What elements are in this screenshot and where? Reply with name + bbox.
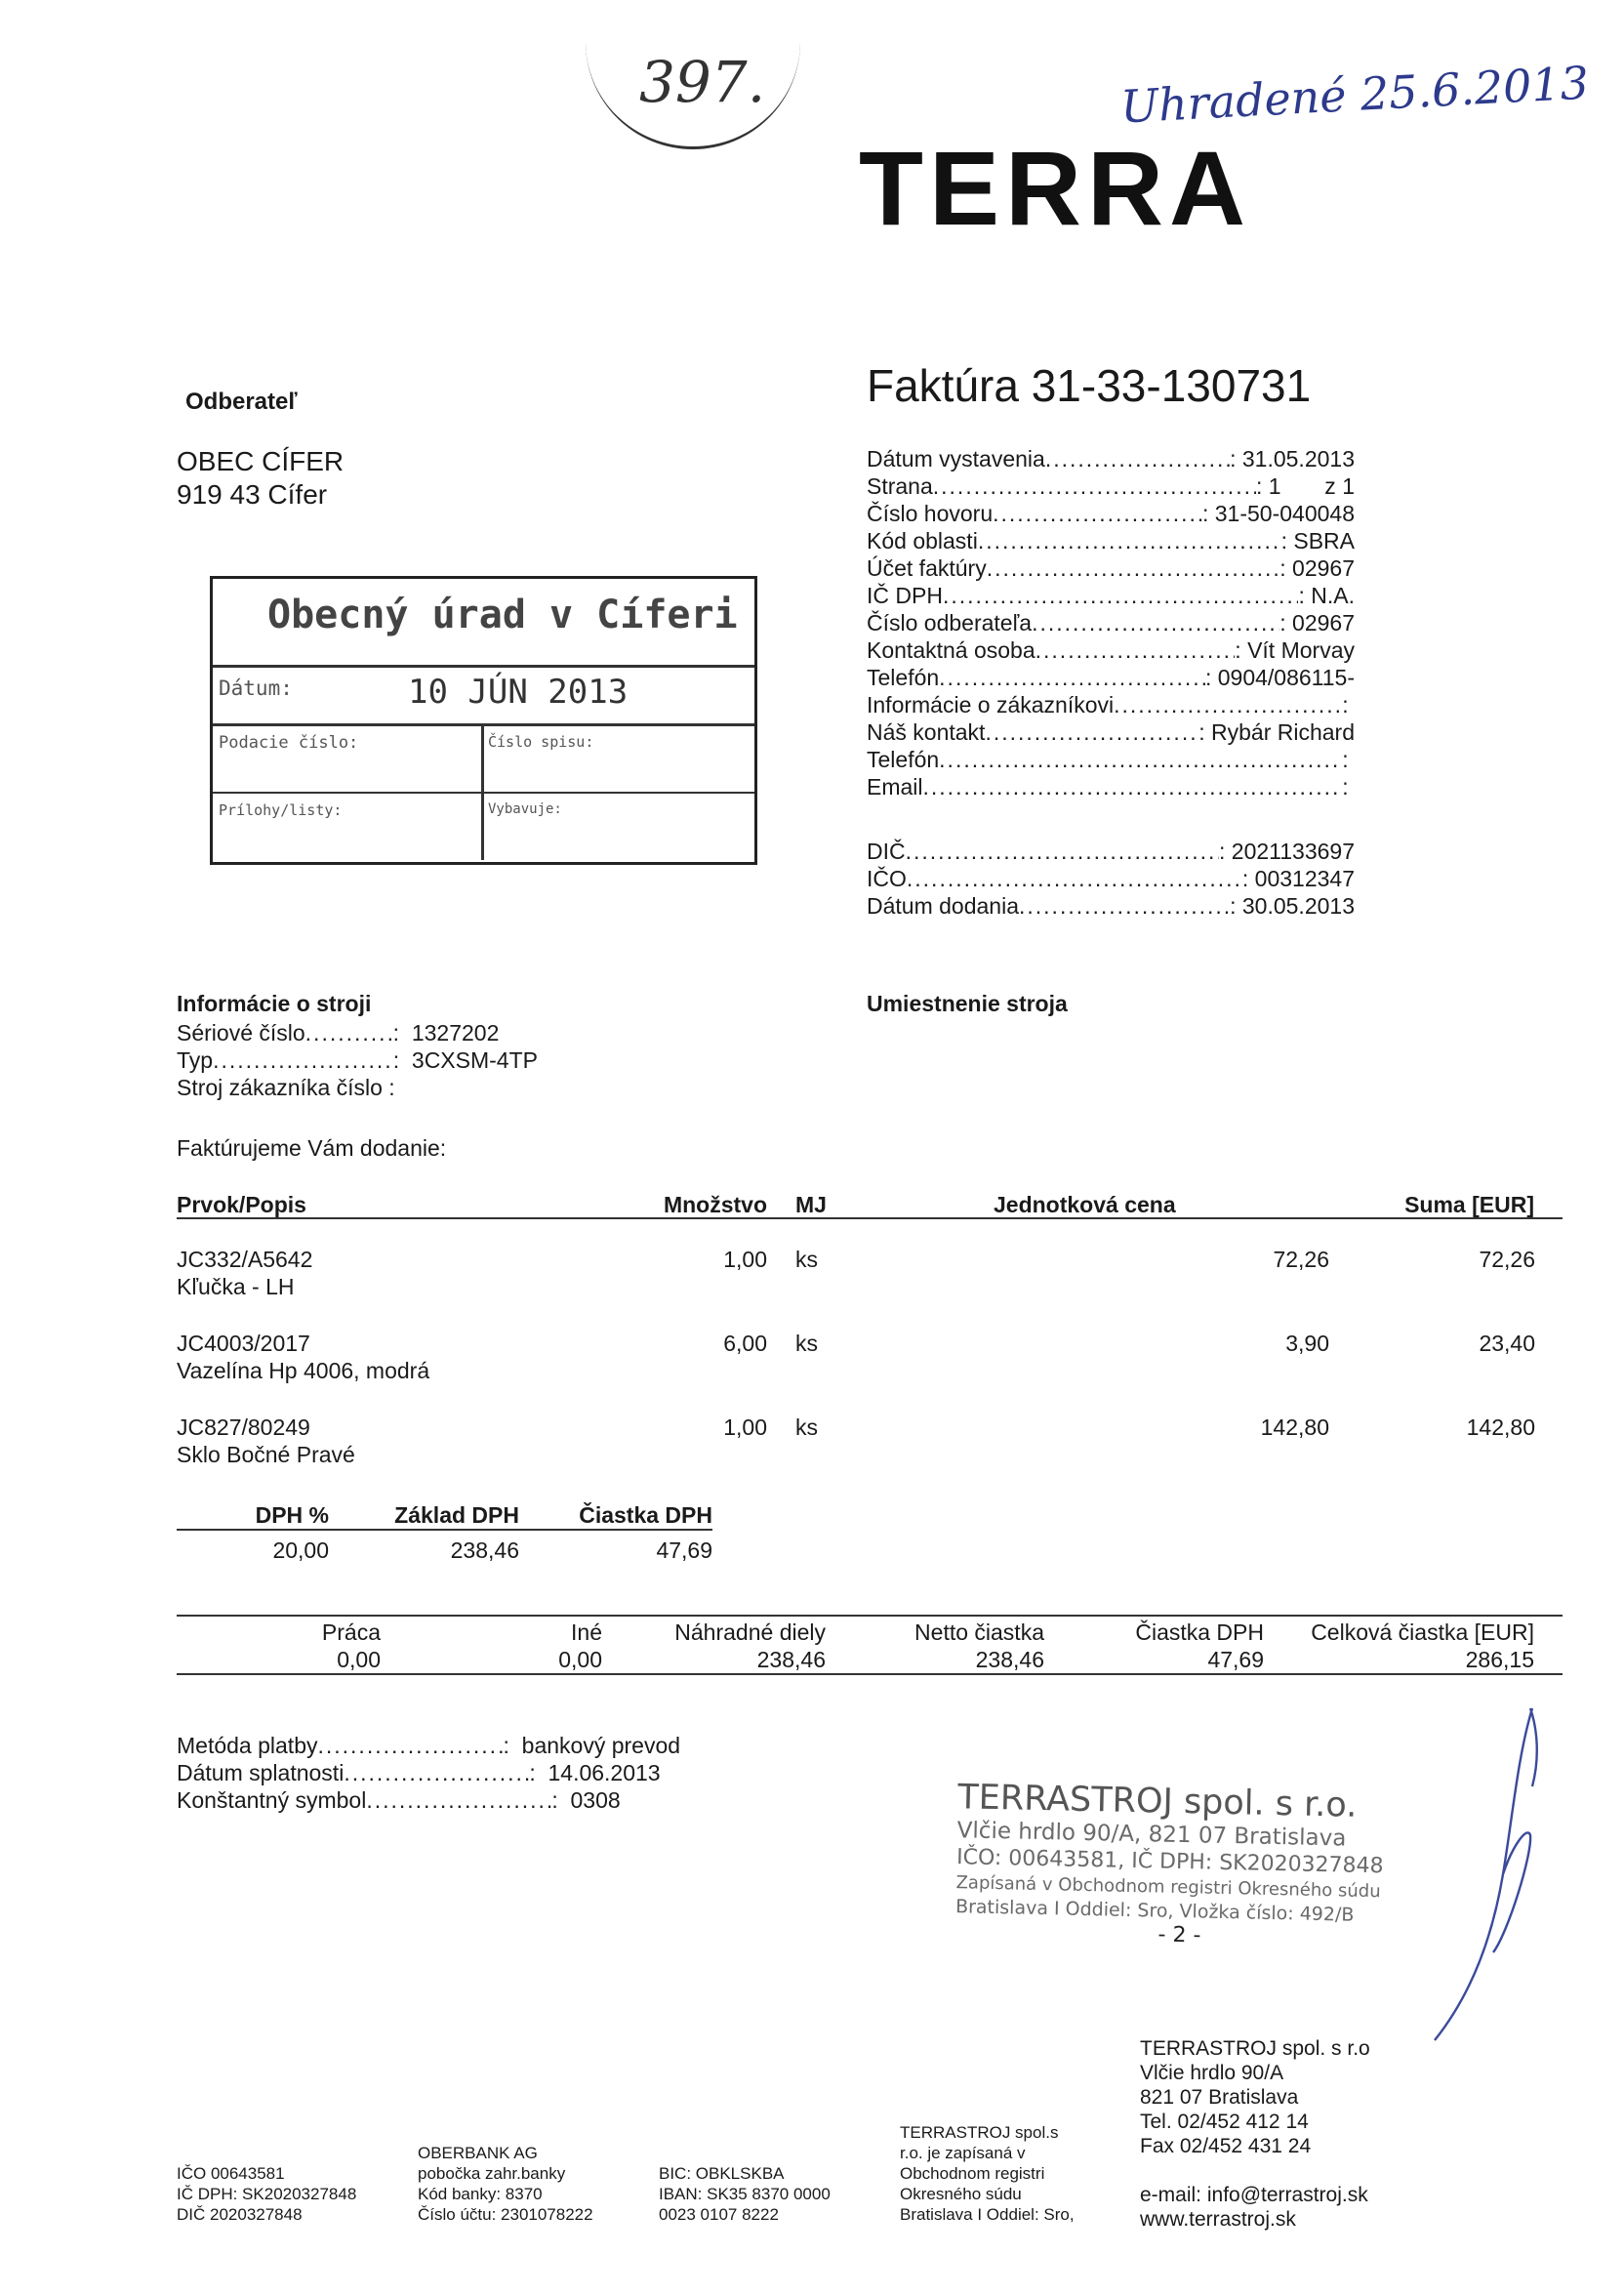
total-label-parts: Náhradné diely [674, 1620, 826, 1645]
field-delivery-date: Dátum dodania ..... : 30.05.2013 [867, 892, 1355, 920]
total-labour: 0,00 [337, 1647, 381, 1672]
table-row [177, 1414, 1563, 1472]
total-parts: 238,46 [756, 1647, 826, 1672]
field-type: Typ ..... : 3CXSM-4TP [177, 1046, 538, 1074]
item-qty: 1,00 [723, 1247, 767, 1272]
handwritten-paid-note: Uhradené 25.6.2013 [1118, 56, 1591, 134]
field-vat-id: IČ DPH ..... : N.A. [867, 582, 1355, 609]
invoice-title: Faktúra 31-33-130731 [867, 360, 1312, 411]
contact-email: e-mail: info@terrastroj.sk [1140, 2184, 1368, 2206]
customer-heading: Odberateľ [185, 389, 298, 415]
invoice-fields [867, 445, 1355, 800]
handwritten-number: 397. [639, 49, 766, 115]
item-desc: Vazelína Hp 4006, modrá [177, 1358, 430, 1383]
field-constant-symbol: Konštantný symbol ..... : 0308 [177, 1786, 713, 1814]
machine-heading: Informácie o stroji [177, 991, 372, 1016]
payment-fields [177, 1732, 713, 1814]
field-customer-number: Číslo odberateľa ..... : 02967 [867, 609, 1355, 636]
item-desc: Kľučka - LH [177, 1274, 295, 1299]
item-unit: ks [795, 1247, 818, 1272]
item-code: JC4003/2017 [177, 1331, 310, 1356]
company-stamp-registry: Zapísaná v Obchodnom registri Okresného súdu [955, 1872, 1381, 1903]
company-stamp [954, 1778, 1406, 1953]
field-our-contact: Náš kontakt ..... : Rybár Richard [867, 718, 1355, 746]
total-label-other: Iné [571, 1620, 602, 1645]
field-issue-date: Dátum vystavenia ..... : 31.05.2013 [867, 445, 1355, 472]
item-qty: 1,00 [723, 1414, 767, 1440]
item-price: 142,80 [1260, 1414, 1329, 1440]
total-label-grand: Celková čiastka [EUR] [1311, 1620, 1534, 1645]
vat-base: 238,46 [450, 1538, 519, 1563]
customer-address: 919 43 Cífer [177, 479, 328, 510]
totals-top-rule [177, 1615, 1563, 1617]
item-price: 3,90 [1285, 1331, 1329, 1356]
vat-header-amount: Čiastka DPH [579, 1502, 712, 1528]
company-stamp-section: Bratislava I Oddiel: Sro, Vložka číslo: 492/B [954, 1896, 1355, 1926]
vat-amount: 47,69 [656, 1538, 712, 1563]
item-code: JC332/A5642 [177, 1247, 313, 1272]
stamp-attachments-label: Prílohy/listy: [219, 801, 343, 819]
item-sum: 72,26 [1479, 1247, 1535, 1272]
col-header-unit: MJ [795, 1192, 827, 1217]
field-serial: Sériové číslo ..... : 1327202 [177, 1019, 538, 1046]
machine-location-heading: Umiestnenie stroja [867, 991, 1068, 1016]
company-stamp-page: - 2 - [1157, 1922, 1201, 1948]
col-header-qty: Množstvo [663, 1192, 767, 1217]
table-header-rule [177, 1217, 1563, 1219]
total-label-labour: Práca [321, 1620, 381, 1645]
office-received-stamp [210, 576, 757, 865]
item-unit: ks [795, 1414, 818, 1440]
stamp-filing-label: Podacie číslo: [219, 733, 359, 753]
stamp-title: Obecný úrad v Cíferi [267, 593, 738, 637]
signature [1415, 1699, 1571, 2050]
field-customer-machine: Stroj zákazníka číslo : [177, 1075, 402, 1100]
stamp-date-value: 10 JÚN 2013 [408, 673, 629, 712]
field-customer-info: Informácie o zákazníkovi ..... : [867, 691, 1355, 718]
field-ico: IČO ..... : 00312347 [867, 865, 1355, 892]
footer-bank: OBERBANK AG pobočka zahr.banky Kód banky: 8370 Číslo účtu: 2301078222 [418, 2144, 593, 2224]
terra-logo: TERRA [859, 129, 1251, 247]
total-grand: 286,15 [1465, 1647, 1534, 1672]
customer-name: OBEC CÍFER [177, 446, 345, 476]
company-stamp-name: TERRASTROJ spol. s r.o. [956, 1778, 1358, 1825]
stamp-date-label: Dátum: [219, 676, 293, 700]
stamp-file-label: Číslo spisu: [488, 733, 594, 751]
vat-rule [177, 1529, 712, 1531]
col-header-unit-price: Jednotková cena [994, 1192, 1176, 1217]
vat-rate: 20,00 [272, 1538, 329, 1563]
total-net: 238,46 [975, 1647, 1044, 1672]
field-phone: Telefón ..... : 0904/086115- [867, 664, 1355, 691]
table-row [177, 1330, 1563, 1388]
item-code: JC827/80249 [177, 1414, 310, 1440]
company-stamp-address: Vlčie hrdlo 90/A, 821 07 Bratislava [956, 1818, 1347, 1852]
field-page: Strana ..... : 1 z 1 [867, 472, 1355, 500]
field-call-number: Číslo hovoru ..... : 31-50-040048 [867, 500, 1355, 527]
field-our-phone: Telefón ..... : [867, 746, 1355, 773]
footer-contact: TERRASTROJ spol. s r.o Vlčie hrdlo 90/A 821 07 Bratislava Tel. 02/452 412 14 Fax 02/452 431 24 e-mail: info@terrastroj.sk www.terrastroj.sk [1140, 2037, 1370, 2231]
field-payment-method: Metóda platby ..... : bankový prevod [177, 1732, 713, 1759]
footer-ids: IČO 00643581 IČ DPH: SK2020327848 DIČ 2020327848 [177, 2164, 357, 2224]
item-sum: 142,80 [1466, 1414, 1535, 1440]
vat-header-base: Základ DPH [394, 1502, 519, 1528]
totals-bottom-rule [177, 1673, 1563, 1675]
item-unit: ks [795, 1331, 818, 1356]
field-contact-person: Kontaktná osoba ..... : Vít Morvay [867, 636, 1355, 664]
field-due-date: Dátum splatnosti ..... : 14.06.2013 [177, 1759, 713, 1786]
stamp-handling-label: Vybavuje: [488, 801, 562, 817]
col-header-sum: Suma [EUR] [1404, 1192, 1534, 1217]
field-dic: DIČ ..... : 2021133697 [867, 838, 1355, 865]
field-area-code: Kód oblasti ..... : SBRA [867, 527, 1355, 554]
col-header-item: Prvok/Popis [177, 1192, 306, 1217]
vat-header-rate: DPH % [255, 1502, 329, 1528]
invoice-ids [867, 838, 1355, 920]
field-email: Email ..... : [867, 773, 1355, 800]
field-invoice-account: Účet faktúry ..... : 02967 [867, 554, 1355, 582]
machine-fields [177, 1019, 538, 1101]
total-label-vat: Čiastka DPH [1135, 1620, 1264, 1645]
item-price: 72,26 [1273, 1247, 1329, 1272]
item-qty: 6,00 [723, 1331, 767, 1356]
item-desc: Sklo Bočné Pravé [177, 1442, 355, 1467]
total-other: 0,00 [558, 1647, 602, 1672]
total-label-net: Netto čiastka [914, 1620, 1044, 1645]
company-stamp-ids: IČO: 00643581, IČ DPH: SK2020327848 [955, 1845, 1384, 1879]
table-row [177, 1246, 1563, 1304]
item-sum: 23,40 [1479, 1331, 1535, 1356]
total-vat: 47,69 [1207, 1647, 1264, 1672]
footer-registry: TERRASTROJ spol.s r.o. je zapísaná v Obchodnom registri Okresného súdu Bratislava I Oddiel: Sro, [900, 2123, 1075, 2224]
footer-bic: BIC: OBKLSKBA IBAN: SK35 8370 0000 0023 0107 8222 [659, 2164, 831, 2224]
contact-website: www.terrastroj.sk [1140, 2208, 1296, 2231]
intro-text: Faktúrujeme Vám dodanie: [177, 1135, 447, 1161]
